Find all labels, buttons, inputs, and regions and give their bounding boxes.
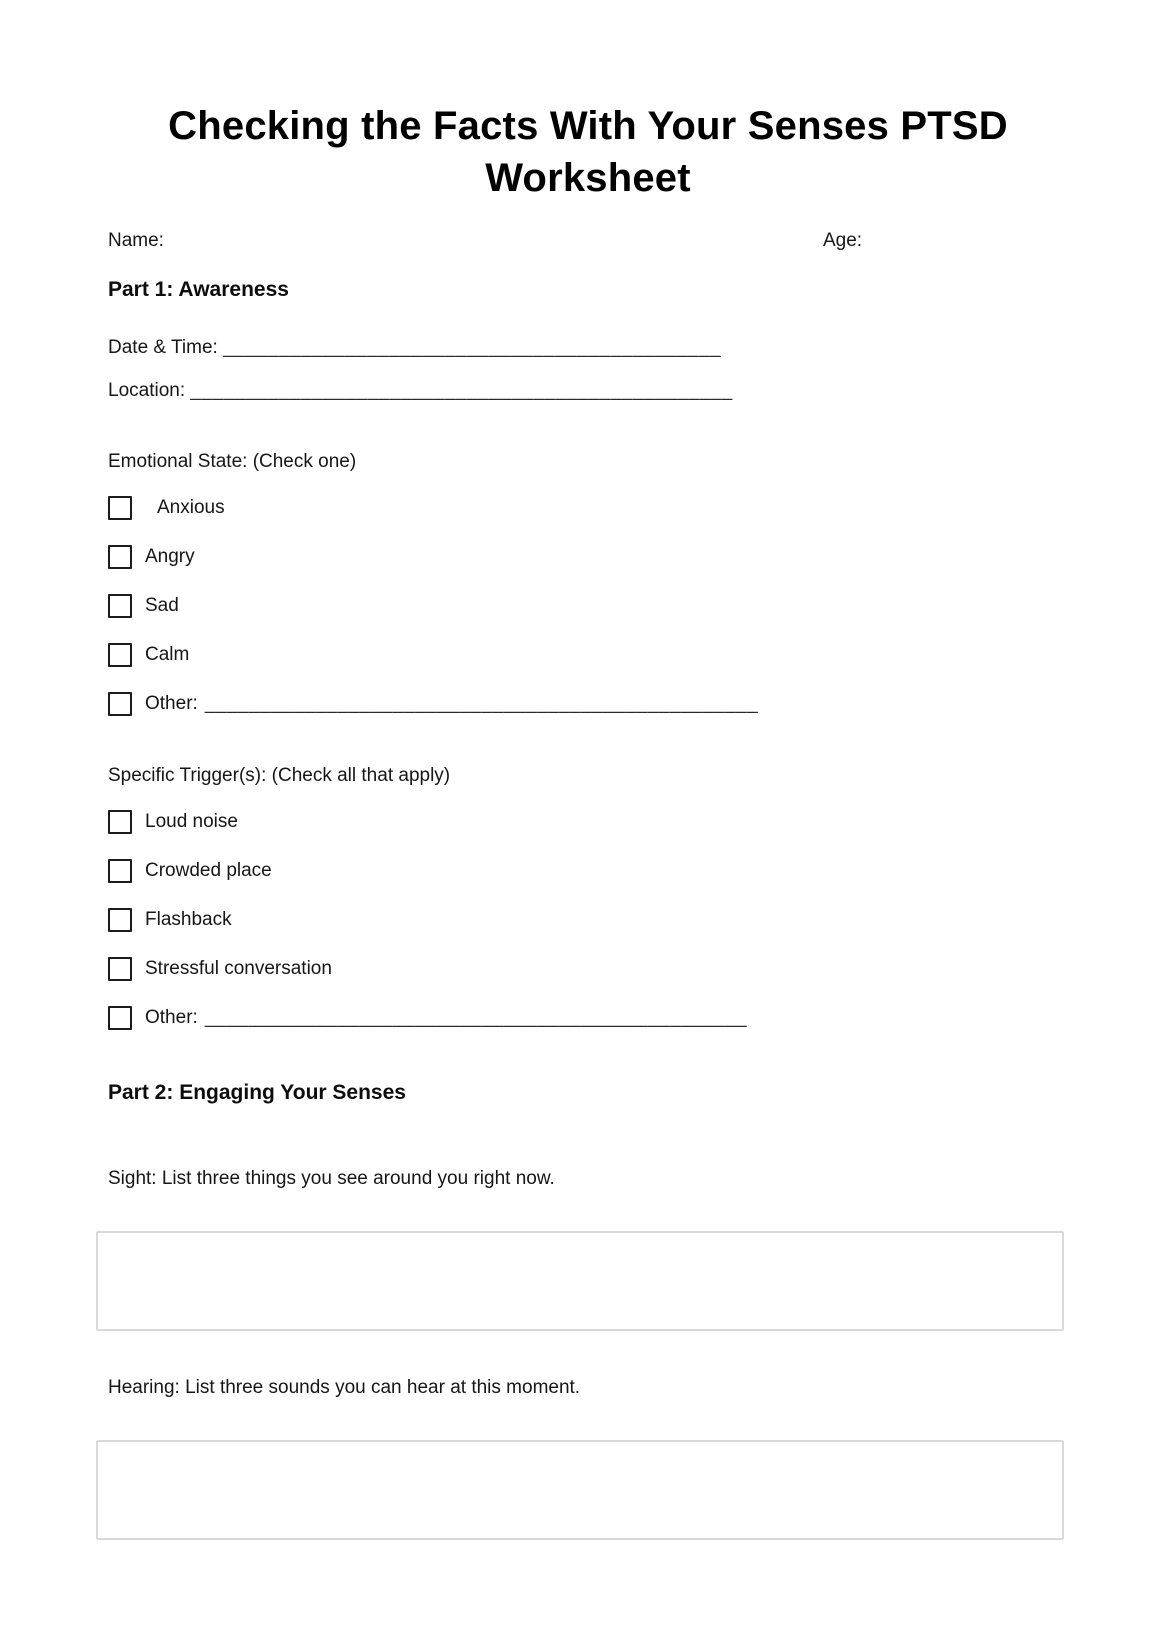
flashback-label: Flashback [145, 909, 232, 930]
emotional-other-label: Other: [145, 693, 198, 714]
sight-answer-box[interactable] [96, 1231, 1064, 1331]
hearing-answer-box[interactable] [96, 1440, 1064, 1540]
emotional-option-row [108, 495, 1068, 521]
anxious-label: Anxious [157, 497, 225, 518]
checkbox-angry[interactable] [108, 545, 132, 569]
checkbox-stressful-conversation[interactable] [108, 957, 132, 981]
emotional-option-row [108, 593, 1068, 619]
trigger-option-row [108, 907, 1068, 933]
part1-heading: Part 1: Awareness [108, 278, 289, 301]
checkbox-anxious[interactable] [108, 496, 132, 520]
location-field [108, 378, 1068, 404]
trigger-option-row [108, 809, 1068, 835]
loud-noise-label: Loud noise [145, 811, 238, 832]
date-time-label: Date & Time: [108, 337, 218, 358]
sad-label: Sad [145, 595, 179, 616]
stressful-conversation-label: Stressful conversation [145, 958, 332, 979]
name-label: Name: [108, 230, 164, 251]
part2-heading: Part 2: Engaging Your Senses [108, 1081, 406, 1104]
trigger-option-row [108, 858, 1068, 884]
calm-label: Calm [145, 644, 190, 665]
hearing-prompt: Hearing: List three sounds you can hear at this moment. [108, 1377, 581, 1398]
checkbox-sad[interactable] [108, 594, 132, 618]
checkbox-flashback[interactable] [108, 908, 132, 932]
emotional-option-row [108, 642, 1068, 668]
location-blank[interactable]: _________________________________________________ [190, 380, 733, 401]
trigger-option-row [108, 956, 1068, 982]
name-age-row [108, 228, 1068, 254]
emotional-option-row [108, 544, 1068, 570]
trigger-option-row [108, 1005, 1068, 1031]
emotional-state-label: Emotional State: (Check one) [108, 451, 357, 472]
triggers-label: Specific Trigger(s): (Check all that apply) [108, 765, 451, 786]
checkbox-crowded-place[interactable] [108, 859, 132, 883]
age-label: Age: [823, 230, 863, 251]
trigger-other-blank[interactable]: _________________________________________________ [204, 1007, 748, 1028]
checkbox-trigger-other[interactable] [108, 1006, 132, 1030]
sight-prompt: Sight: List three things you see around you right now. [108, 1168, 555, 1189]
emotional-option-row [108, 691, 1068, 717]
emotional-other-blank[interactable]: __________________________________________________ [204, 693, 759, 714]
checkbox-emotional-other[interactable] [108, 692, 132, 716]
page-title: Checking the Facts With Your Senses PTSD Worksheet [168, 104, 1008, 200]
location-label: Location: [108, 380, 186, 401]
trigger-other-label: Other: [145, 1007, 198, 1028]
checkbox-calm[interactable] [108, 643, 132, 667]
date-time-blank[interactable]: _____________________________________________ [223, 337, 722, 358]
crowded-place-label: Crowded place [145, 860, 272, 881]
date-time-field [108, 335, 1068, 361]
checkbox-loud-noise[interactable] [108, 810, 132, 834]
angry-label: Angry [145, 546, 195, 567]
